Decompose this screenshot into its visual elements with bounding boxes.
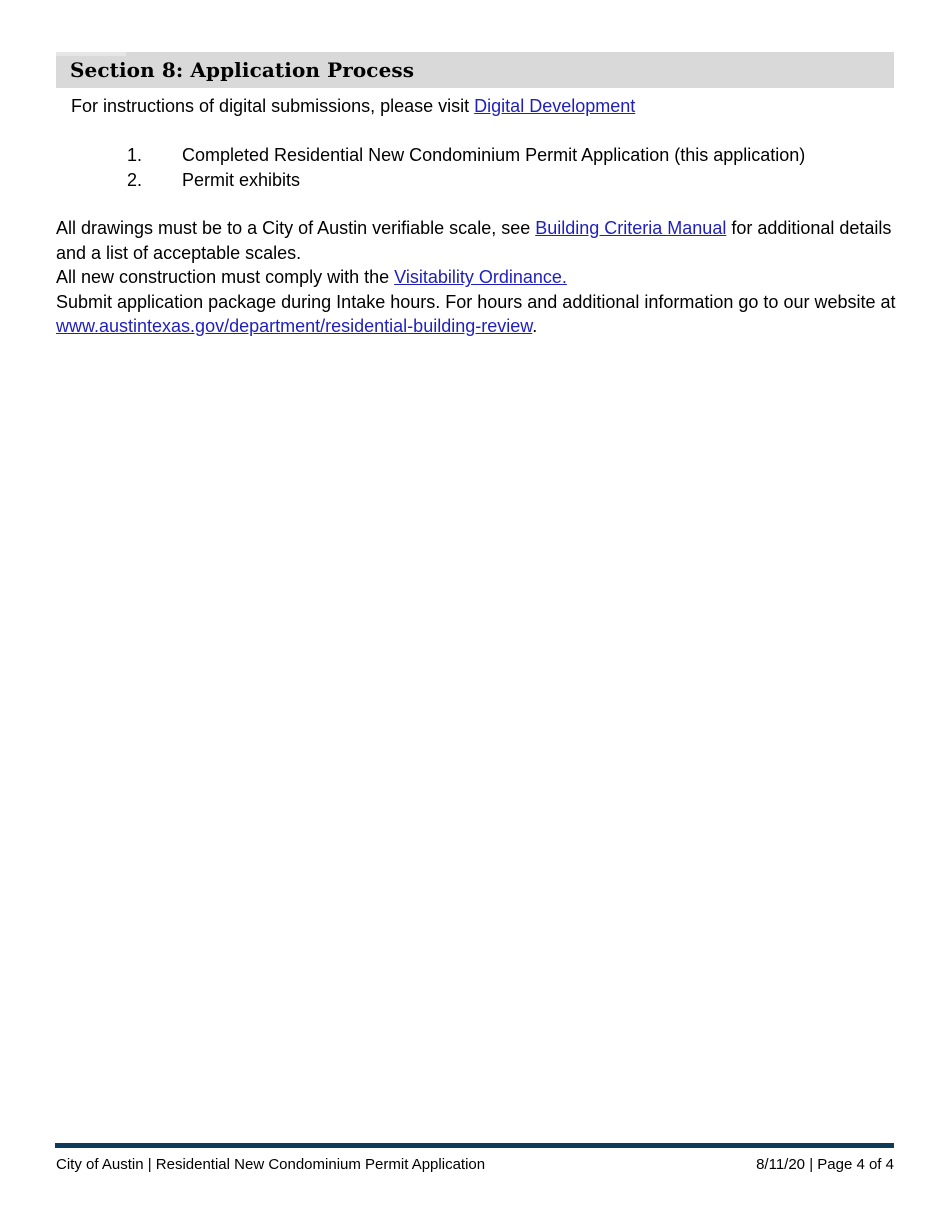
footer-document-title: City of Austin | Residential New Condominium Permit Application — [56, 1156, 486, 1173]
list-item — [127, 143, 805, 168]
list-item-text: Completed Residential New Condominium Permit Application (this application) — [182, 145, 806, 165]
visitability-paragraph — [56, 265, 906, 290]
list-item-number: 1. — [127, 145, 143, 165]
scale-text: All drawings must be to a City of Austin verifiable scale, see — [56, 218, 536, 238]
submit-text-end: . — [532, 316, 538, 337]
visitability-ordinance-link[interactable]: Visitability Ordinance. — [394, 267, 567, 288]
list-item-number: 2. — [127, 170, 143, 190]
scale-paragraph — [56, 216, 906, 265]
header-tab-notch — [56, 52, 126, 56]
submit-text: Submit application package during Intake hours. For hours and additional information go to our website at — [56, 291, 896, 312]
building-criteria-manual-link[interactable]: Building Criteria Manual — [535, 218, 727, 238]
section-header — [56, 52, 894, 88]
body-text — [56, 216, 906, 339]
intro-line — [71, 94, 635, 118]
steps-list — [127, 143, 805, 193]
footer-page-number: 8/11/20 | Page 4 of 4 — [756, 1156, 894, 1173]
list-item-text: Permit exhibits — [182, 170, 301, 190]
residential-building-review-link[interactable]: www.austintexas.gov/department/residential-building-review — [56, 316, 533, 337]
submit-paragraph — [56, 290, 906, 339]
digital-development-link[interactable]: Digital Development — [474, 96, 636, 116]
visitability-text: All new construction must comply with the — [56, 267, 395, 288]
intro-text: For instructions of digital submissions, please visit — [71, 96, 475, 116]
list-item — [127, 168, 805, 193]
section-title: Section 8: Application Process — [70, 58, 415, 82]
footer-rule — [55, 1143, 894, 1148]
scale-text-end: for additional details and a list of acceptable scales. — [56, 218, 892, 263]
